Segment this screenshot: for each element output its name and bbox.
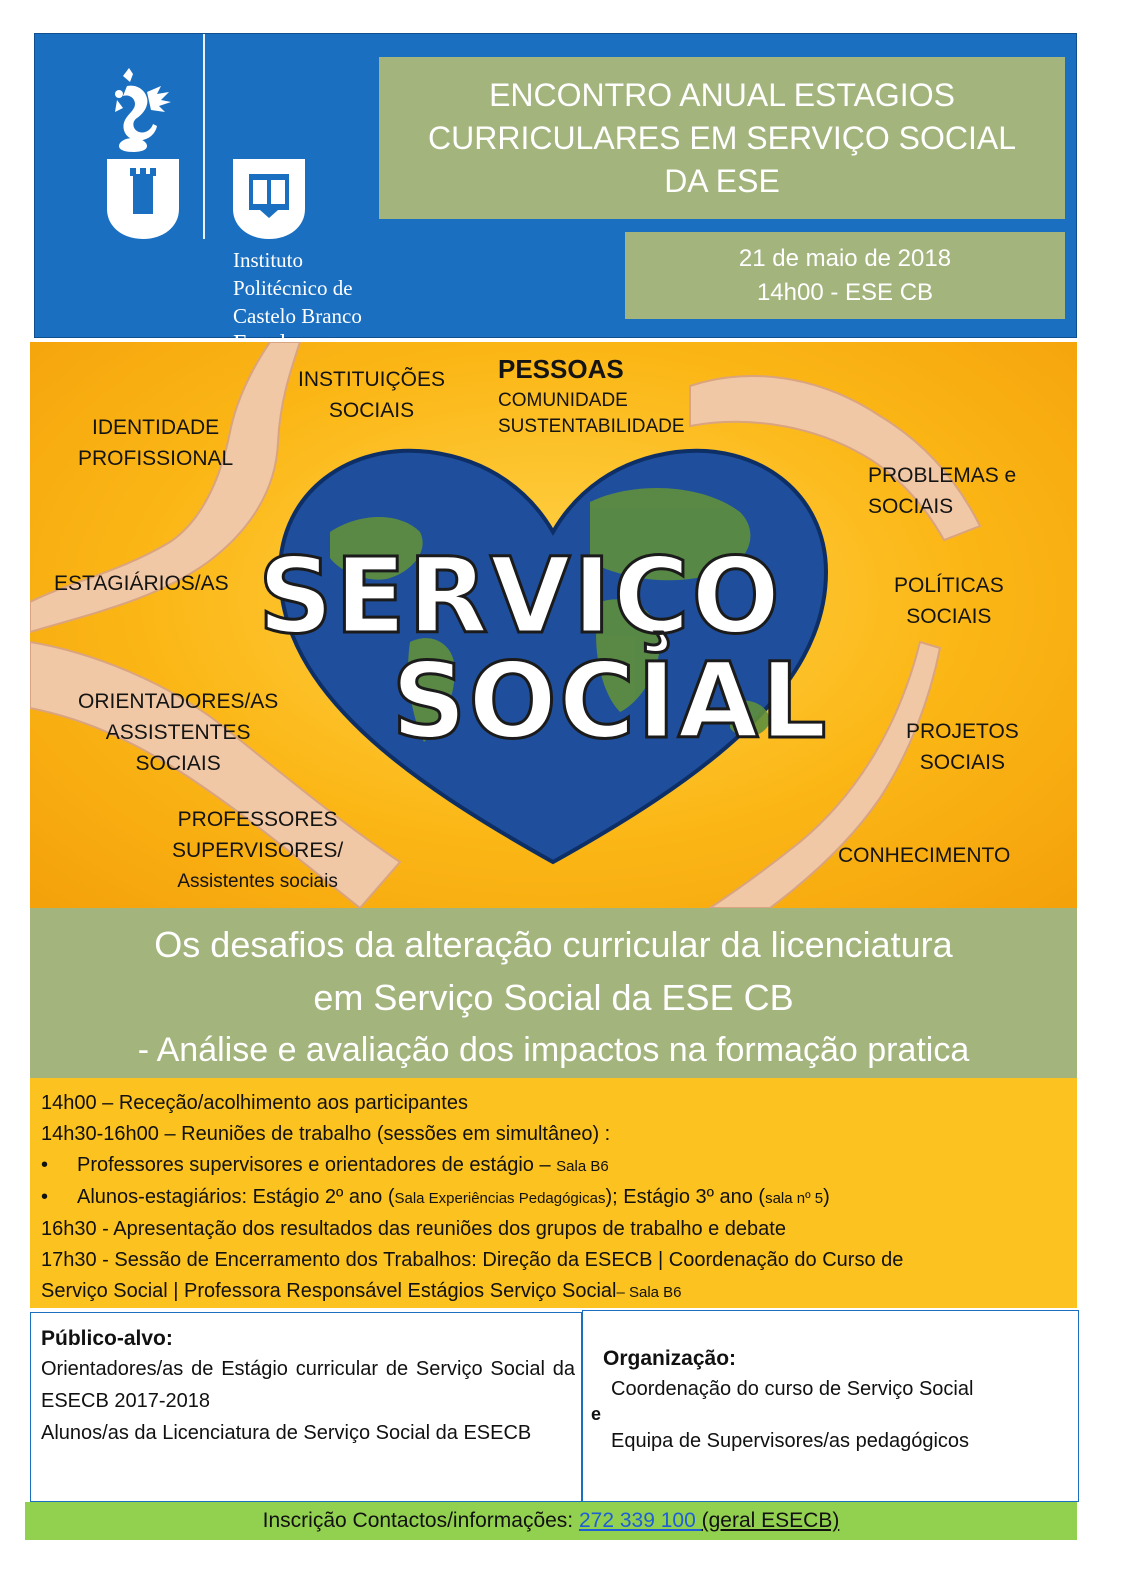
event-date: 21 de maio de 2018 [738,244,952,272]
audience-box [30,1312,582,1502]
word-pessoas: PESSOAS [498,354,624,384]
heart-text-line1: SERVIÇO [258,535,782,657]
ipcb-logo [35,34,375,244]
shield-tower-icon [107,159,179,239]
book-shield-icon [233,159,305,239]
word-projetos-line1: PROJETOS [906,720,1019,743]
word-instituicoes-line2: SOCIAIS [328,399,415,422]
logo-divider [203,34,205,239]
event-title-line2: CURRICULARES EM SERVIÇO SOCIAL [428,119,1016,156]
word-projetos [906,716,1019,778]
organization-and: e [591,1404,602,1424]
word-sustentabilidade: SUSTENTABILIDADE [498,416,685,437]
program-row-2: 14h30-16h00 – Reuniões de trabalho (sessões em simultâneo) : [41,1123,611,1145]
header-banner [34,33,1077,338]
contact-tail: (geral ESECB) [701,1509,840,1532]
organization-line-2: Equipa de Supervisores/as pedagógicos [611,1430,970,1452]
word-politicas-line2: SOCIAIS [906,605,992,628]
word-comunidade: COMUNIDADE [498,390,628,411]
subject-line3: - Análise e avaliação dos impactos na formação pratica [137,1031,970,1069]
word-identidade [78,412,233,474]
institution-line1: Instituto Politécnico de Castelo Branco [233,248,362,328]
program-row-4 [41,1182,1067,1214]
word-politicas [894,570,1004,632]
word-professores-line3: Assistentes sociais [177,871,338,892]
event-time-place: 14h00 - ESE CB [756,278,934,306]
word-professores-line2: SUPERVISORES/ [172,839,344,862]
program-row-4-room-b: sala nº 5 [765,1190,824,1207]
program-row-4-e: ) [823,1186,830,1208]
dragon-icon [115,68,171,152]
subject-line1: Os desafios da alteração curricular da licenciatura [154,924,953,965]
contact-label: Inscrição Contactos/informações: [262,1509,579,1532]
event-title-line1: ENCONTRO ANUAL ESTAGIOS [489,76,955,113]
audience-text-1: Orientadores/as de Estágio curricular de Serviço Social da ESECB 2017-2018 [41,1358,575,1412]
organization-line-1: Coordenação do curso de Serviço Social [611,1378,974,1400]
phone-link[interactable]: 272 339 100 [578,1509,702,1532]
contact-footer [25,1502,1077,1540]
program-row-7-main: Serviço Social | Professora Responsável Estágios Serviço Social [41,1280,617,1302]
word-orientadores [78,686,278,779]
program-row-4-a: Alunos-estagiários: Estágio 2º ano ( [77,1186,395,1208]
organization-heading: Organização: [603,1347,737,1370]
word-projetos-line2: SOCIAIS [919,751,1005,774]
program-row-3-main: Professores supervisores e orientadores de estágio – [77,1154,557,1176]
event-date-box [625,232,1065,319]
word-conhecimento: CONHECIMENTO [838,844,1011,867]
program-row-4-room-a: Sala Experiências Pedagógicas [394,1190,606,1207]
word-politicas-line1: POLÍTICAS [894,574,1004,597]
bullet-icon: • [41,1186,49,1208]
program-row-4-c: ); Estágio 3º ano ( [605,1186,766,1208]
program-row-6: 17h30 - Sessão de Encerramento dos Trabalhos: Direção da ESECB | Coordenação do Curso de [41,1249,904,1271]
hero-image [30,342,1077,908]
word-professores [172,804,343,897]
word-orientadores-line2: ASSISTENTES [105,721,251,744]
program-row-7-room: – Sala B6 [616,1284,682,1301]
word-orientadores-line1: ORIENTADORES/AS [78,690,279,713]
program-row-1: 14h00 – Receção/acolhimento aos participantes [41,1092,468,1114]
program-box [30,1078,1077,1308]
word-problemas-line2: SOCIAIS [868,495,954,518]
word-identidade-line2: PROFISSIONAL [78,447,234,470]
event-title-box [379,57,1065,219]
event-title-line3: DA ESE [664,162,780,199]
logo-area [35,34,375,339]
audience-text-2: Alunos/as da Licenciatura de Serviço Social da ESECB [41,1422,532,1444]
word-instituicoes-line1: INSTITUIÇÕES [298,368,446,391]
bullet-icon: • [41,1154,49,1176]
heart-text-line2: SOCIAL [391,640,829,762]
word-orientadores-line3: SOCIAIS [135,752,221,775]
program-row-7 [41,1276,1067,1308]
word-problemas [868,460,1016,522]
program-row-3-room: Sala B6 [556,1158,609,1175]
program-row-5: 16h30 - Apresentação dos resultados das reuniões dos grupos de trabalho e debate [41,1218,786,1240]
organization-box [582,1310,1079,1502]
word-estagiarios: ESTAGIÁRIOS/AS [54,572,229,595]
word-professores-line1: PROFESSORES [177,808,338,831]
program-row-3 [41,1150,1067,1182]
word-identidade-line1: IDENTIDADE [92,416,220,439]
word-instituicoes [298,364,445,426]
subject-box [30,908,1077,1078]
subject-line2: em Serviço Social da ESE CB [313,977,794,1018]
word-problemas-line1: PROBLEMAS e [868,464,1017,487]
audience-heading: Público-alvo: [41,1327,173,1350]
